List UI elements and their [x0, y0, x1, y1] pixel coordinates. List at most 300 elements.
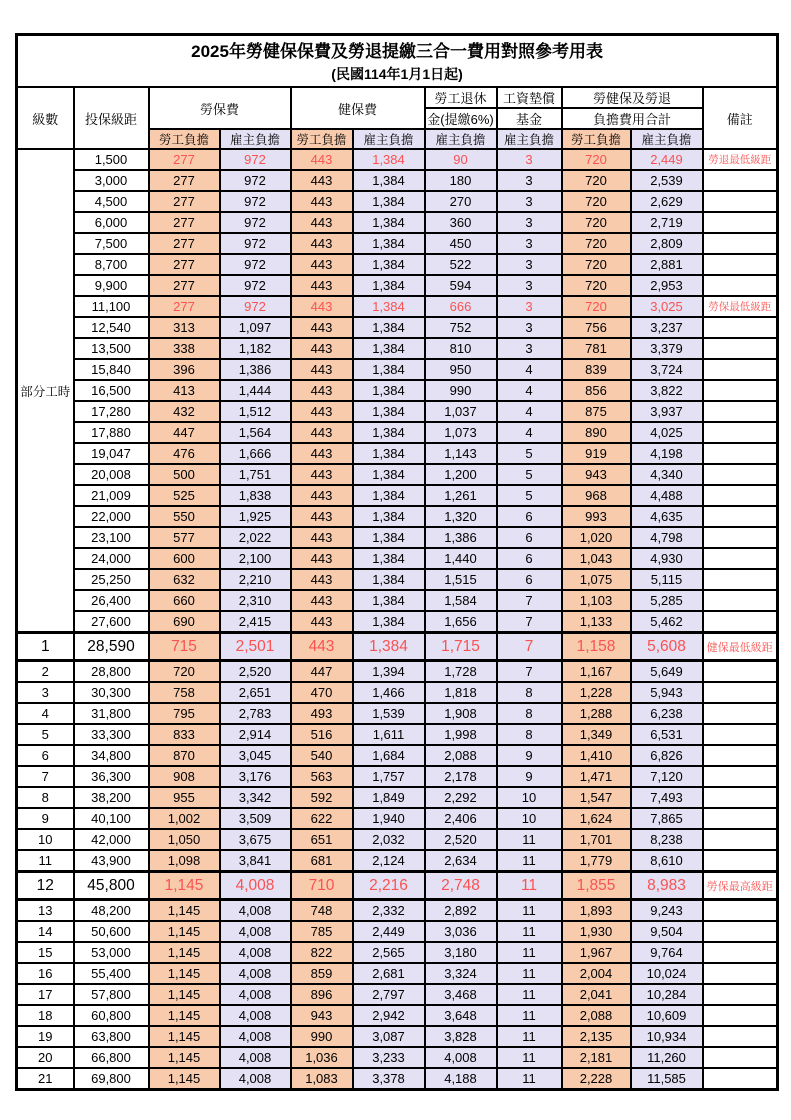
total-employee-cell: 890: [562, 422, 631, 443]
col-header-pension-line1: 勞工退休: [425, 87, 497, 108]
health-employer-cell: 1,684: [353, 745, 425, 766]
wagefund-employer-cell: 7: [497, 661, 562, 683]
title-row: [17, 35, 778, 88]
level-cell: 13: [17, 900, 74, 922]
wagefund-employer-cell: 11: [497, 984, 562, 1005]
subheader-total-employee: 勞工負擔: [562, 129, 631, 149]
health-employee-cell: 443: [291, 485, 353, 506]
total-employee-cell: 839: [562, 359, 631, 380]
total-employee-cell: 993: [562, 506, 631, 527]
level-cell: 4: [17, 703, 74, 724]
table-row: [17, 661, 778, 683]
remark-cell: 勞退最低級距: [703, 149, 778, 170]
health-employee-cell: 443: [291, 569, 353, 590]
total-employer-cell: 9,504: [631, 921, 703, 942]
health-employee-cell: 540: [291, 745, 353, 766]
labor-employee-cell: 600: [149, 548, 220, 569]
wagefund-employer-cell: 11: [497, 921, 562, 942]
bracket-cell: 33,300: [74, 724, 149, 745]
labor-employer-cell: 1,925: [220, 506, 291, 527]
bracket-cell: 34,800: [74, 745, 149, 766]
total-employee-cell: 1,288: [562, 703, 631, 724]
wagefund-employer-cell: 11: [497, 942, 562, 963]
health-employee-cell: 443: [291, 422, 353, 443]
table-row: [17, 170, 778, 191]
wagefund-employer-cell: 11: [497, 900, 562, 922]
health-employer-cell: 1,384: [353, 506, 425, 527]
total-employee-cell: 1,547: [562, 787, 631, 808]
remark-cell: [703, 724, 778, 745]
pension-employer-cell: 2,406: [425, 808, 497, 829]
col-header-total-line2: 負擔費用合計: [562, 108, 703, 129]
bracket-cell: 31,800: [74, 703, 149, 724]
total-employer-cell: 5,462: [631, 611, 703, 633]
total-employer-cell: 11,585: [631, 1068, 703, 1090]
bracket-cell: 17,880: [74, 422, 149, 443]
labor-employee-cell: 1,098: [149, 850, 220, 872]
labor-employee-cell: 690: [149, 611, 220, 633]
labor-employer-cell: 2,914: [220, 724, 291, 745]
total-employee-cell: 720: [562, 170, 631, 191]
remark-cell: [703, 212, 778, 233]
labor-employer-cell: 972: [220, 170, 291, 191]
total-employer-cell: 5,649: [631, 661, 703, 683]
total-employee-cell: 2,181: [562, 1047, 631, 1068]
level-cell: 11: [17, 850, 74, 872]
bracket-cell: 8,700: [74, 254, 149, 275]
pension-employer-cell: 90: [425, 149, 497, 170]
bracket-cell: 50,600: [74, 921, 149, 942]
labor-employee-cell: 500: [149, 464, 220, 485]
total-employee-cell: 1,020: [562, 527, 631, 548]
col-header-wagefund-line2: 基金: [497, 108, 562, 129]
labor-employer-cell: 4,008: [220, 1005, 291, 1026]
labor-employee-cell: 1,002: [149, 808, 220, 829]
remark-cell: [703, 661, 778, 683]
bracket-cell: 57,800: [74, 984, 149, 1005]
labor-employer-cell: 2,210: [220, 569, 291, 590]
total-employer-cell: 2,719: [631, 212, 703, 233]
table-row: [17, 338, 778, 359]
health-employer-cell: 1,384: [353, 401, 425, 422]
labor-employee-cell: 277: [149, 254, 220, 275]
labor-employee-cell: 720: [149, 661, 220, 683]
remark-cell: [703, 590, 778, 611]
labor-employer-cell: 1,564: [220, 422, 291, 443]
labor-employee-cell: 955: [149, 787, 220, 808]
col-header-pension-line2: 金(提繳6%): [425, 108, 497, 129]
table-row: [17, 633, 778, 661]
health-employer-cell: 3,087: [353, 1026, 425, 1047]
remark-cell: [703, 527, 778, 548]
labor-employer-cell: 1,386: [220, 359, 291, 380]
remark-cell: [703, 787, 778, 808]
remark-cell: [703, 422, 778, 443]
total-employee-cell: 1,075: [562, 569, 631, 590]
total-employer-cell: 5,285: [631, 590, 703, 611]
remark-cell: [703, 464, 778, 485]
total-employee-cell: 1,471: [562, 766, 631, 787]
labor-employer-cell: 1,097: [220, 317, 291, 338]
remark-cell: [703, 506, 778, 527]
labor-employee-cell: 795: [149, 703, 220, 724]
total-employer-cell: 3,822: [631, 380, 703, 401]
pension-employer-cell: 2,634: [425, 850, 497, 872]
wagefund-employer-cell: 7: [497, 611, 562, 633]
health-employee-cell: 1,083: [291, 1068, 353, 1090]
wagefund-employer-cell: 5: [497, 443, 562, 464]
table-row: [17, 317, 778, 338]
table-row: [17, 963, 778, 984]
labor-employee-cell: 1,145: [149, 1005, 220, 1026]
labor-employee-cell: 277: [149, 275, 220, 296]
labor-employee-cell: 277: [149, 149, 220, 170]
health-employee-cell: 748: [291, 900, 353, 922]
labor-employee-cell: 1,145: [149, 872, 220, 900]
level-cell: 15: [17, 942, 74, 963]
bracket-cell: 43,900: [74, 850, 149, 872]
table-row: [17, 590, 778, 611]
table-row: [17, 548, 778, 569]
total-employee-cell: 1,349: [562, 724, 631, 745]
health-employer-cell: 1,384: [353, 254, 425, 275]
health-employee-cell: 443: [291, 212, 353, 233]
subheader-labor-employee: 勞工負擔: [149, 129, 220, 149]
labor-employer-cell: 4,008: [220, 984, 291, 1005]
remark-cell: [703, 1047, 778, 1068]
health-employer-cell: 1,757: [353, 766, 425, 787]
total-employer-cell: 4,025: [631, 422, 703, 443]
remark-cell: [703, 963, 778, 984]
pension-employer-cell: 1,908: [425, 703, 497, 724]
remark-cell: [703, 921, 778, 942]
table-row: [17, 1026, 778, 1047]
table-row: [17, 921, 778, 942]
pension-employer-cell: 3,180: [425, 942, 497, 963]
level-cell: 1: [17, 633, 74, 661]
pension-employer-cell: 950: [425, 359, 497, 380]
wagefund-employer-cell: 5: [497, 464, 562, 485]
subheader-labor-employer: 雇主負擔: [220, 129, 291, 149]
total-employer-cell: 3,937: [631, 401, 703, 422]
labor-employer-cell: 2,022: [220, 527, 291, 548]
health-employer-cell: 1,384: [353, 338, 425, 359]
wagefund-employer-cell: 11: [497, 829, 562, 850]
labor-employer-cell: 2,501: [220, 633, 291, 661]
labor-employer-cell: 972: [220, 275, 291, 296]
labor-employer-cell: 4,008: [220, 942, 291, 963]
total-employee-cell: 1,893: [562, 900, 631, 922]
table-row: [17, 724, 778, 745]
labor-employer-cell: 1,838: [220, 485, 291, 506]
pension-employer-cell: 1,386: [425, 527, 497, 548]
total-employer-cell: 8,610: [631, 850, 703, 872]
labor-employer-cell: 1,751: [220, 464, 291, 485]
wagefund-employer-cell: 4: [497, 380, 562, 401]
bracket-cell: 1,500: [74, 149, 149, 170]
total-employee-cell: 781: [562, 338, 631, 359]
total-employer-cell: 2,881: [631, 254, 703, 275]
pension-employer-cell: 810: [425, 338, 497, 359]
wagefund-employer-cell: 11: [497, 850, 562, 872]
health-employee-cell: 443: [291, 611, 353, 633]
remark-cell: [703, 548, 778, 569]
remark-cell: [703, 703, 778, 724]
total-employer-cell: 7,865: [631, 808, 703, 829]
bracket-cell: 45,800: [74, 872, 149, 900]
wagefund-employer-cell: 9: [497, 745, 562, 766]
total-employee-cell: 968: [562, 485, 631, 506]
health-employer-cell: 1,384: [353, 380, 425, 401]
health-employee-cell: 443: [291, 633, 353, 661]
remark-cell: [703, 569, 778, 590]
table-row: [17, 149, 778, 170]
total-employee-cell: 919: [562, 443, 631, 464]
table-row: [17, 611, 778, 633]
bracket-cell: 66,800: [74, 1047, 149, 1068]
table-row: [17, 850, 778, 872]
bracket-cell: 3,000: [74, 170, 149, 191]
health-employer-cell: 1,384: [353, 275, 425, 296]
total-employer-cell: 8,983: [631, 872, 703, 900]
col-header-labor-insurance: 勞保費: [149, 87, 291, 129]
health-employer-cell: 1,384: [353, 633, 425, 661]
labor-employee-cell: 550: [149, 506, 220, 527]
health-employer-cell: 2,216: [353, 872, 425, 900]
total-employee-cell: 720: [562, 191, 631, 212]
wagefund-employer-cell: 3: [497, 170, 562, 191]
total-employee-cell: 1,967: [562, 942, 631, 963]
total-employer-cell: 6,238: [631, 703, 703, 724]
labor-employee-cell: 1,145: [149, 1026, 220, 1047]
remark-cell: [703, 485, 778, 506]
total-employee-cell: 875: [562, 401, 631, 422]
bracket-cell: 69,800: [74, 1068, 149, 1090]
health-employer-cell: 2,565: [353, 942, 425, 963]
pension-employer-cell: 1,584: [425, 590, 497, 611]
wagefund-employer-cell: 9: [497, 766, 562, 787]
labor-employer-cell: 2,100: [220, 548, 291, 569]
total-employee-cell: 2,228: [562, 1068, 631, 1090]
labor-employee-cell: 413: [149, 380, 220, 401]
labor-employer-cell: 3,045: [220, 745, 291, 766]
pension-employer-cell: 1,200: [425, 464, 497, 485]
health-employer-cell: 1,384: [353, 170, 425, 191]
total-employee-cell: 2,088: [562, 1005, 631, 1026]
total-employer-cell: 4,340: [631, 464, 703, 485]
bracket-cell: 22,000: [74, 506, 149, 527]
total-employer-cell: 3,237: [631, 317, 703, 338]
health-employer-cell: 1,384: [353, 569, 425, 590]
table-row: [17, 703, 778, 724]
health-employee-cell: 443: [291, 191, 353, 212]
level-cell: 10: [17, 829, 74, 850]
col-header-level: 級數: [17, 87, 74, 149]
bracket-cell: 53,000: [74, 942, 149, 963]
total-employee-cell: 756: [562, 317, 631, 338]
health-employer-cell: 2,449: [353, 921, 425, 942]
labor-employer-cell: 4,008: [220, 1026, 291, 1047]
pension-employer-cell: 360: [425, 212, 497, 233]
wagefund-employer-cell: 6: [497, 548, 562, 569]
table-row: [17, 900, 778, 922]
wagefund-employer-cell: 3: [497, 191, 562, 212]
health-employee-cell: 443: [291, 443, 353, 464]
table-row: [17, 464, 778, 485]
health-employer-cell: 2,032: [353, 829, 425, 850]
total-employer-cell: 6,531: [631, 724, 703, 745]
health-employee-cell: 443: [291, 380, 353, 401]
wagefund-employer-cell: 11: [497, 1047, 562, 1068]
labor-employee-cell: 715: [149, 633, 220, 661]
total-employer-cell: 6,826: [631, 745, 703, 766]
level-cell: 6: [17, 745, 74, 766]
remark-cell: [703, 233, 778, 254]
labor-employer-cell: 2,310: [220, 590, 291, 611]
bracket-cell: 25,250: [74, 569, 149, 590]
remark-cell: [703, 984, 778, 1005]
pension-employer-cell: 1,515: [425, 569, 497, 590]
pension-employer-cell: 2,748: [425, 872, 497, 900]
health-employer-cell: 3,378: [353, 1068, 425, 1090]
total-employee-cell: 2,004: [562, 963, 631, 984]
labor-employee-cell: 1,145: [149, 984, 220, 1005]
total-employee-cell: 1,133: [562, 611, 631, 633]
bracket-cell: 63,800: [74, 1026, 149, 1047]
wagefund-employer-cell: 3: [497, 338, 562, 359]
health-employer-cell: 1,384: [353, 443, 425, 464]
table-row: [17, 1068, 778, 1090]
table-row: [17, 1005, 778, 1026]
health-employer-cell: 1,384: [353, 527, 425, 548]
total-employer-cell: 2,629: [631, 191, 703, 212]
bracket-cell: 9,900: [74, 275, 149, 296]
labor-employee-cell: 1,145: [149, 963, 220, 984]
labor-employer-cell: 1,666: [220, 443, 291, 464]
bracket-cell: 19,047: [74, 443, 149, 464]
table-row: [17, 808, 778, 829]
table-row: [17, 766, 778, 787]
labor-employee-cell: 277: [149, 170, 220, 191]
table-row: [17, 485, 778, 506]
health-employee-cell: 493: [291, 703, 353, 724]
labor-employer-cell: 1,182: [220, 338, 291, 359]
remark-cell: [703, 942, 778, 963]
labor-employer-cell: 4,008: [220, 963, 291, 984]
labor-employee-cell: 338: [149, 338, 220, 359]
subheader-health-employer: 雇主負擔: [353, 129, 425, 149]
labor-employee-cell: 577: [149, 527, 220, 548]
pension-employer-cell: 180: [425, 170, 497, 191]
labor-employee-cell: 1,145: [149, 1068, 220, 1090]
level-cell: 3: [17, 682, 74, 703]
table-row: [17, 359, 778, 380]
bracket-cell: 7,500: [74, 233, 149, 254]
health-employee-cell: 443: [291, 548, 353, 569]
total-employer-cell: 2,809: [631, 233, 703, 254]
wagefund-employer-cell: 4: [497, 359, 562, 380]
wagefund-employer-cell: 10: [497, 787, 562, 808]
total-employer-cell: 4,635: [631, 506, 703, 527]
health-employer-cell: 1,384: [353, 359, 425, 380]
total-employer-cell: 9,243: [631, 900, 703, 922]
health-employer-cell: 2,797: [353, 984, 425, 1005]
bracket-cell: 24,000: [74, 548, 149, 569]
wagefund-employer-cell: 8: [497, 703, 562, 724]
bracket-cell: 28,800: [74, 661, 149, 683]
total-employee-cell: 1,158: [562, 633, 631, 661]
labor-employee-cell: 833: [149, 724, 220, 745]
bracket-cell: 13,500: [74, 338, 149, 359]
wagefund-employer-cell: 3: [497, 212, 562, 233]
wagefund-employer-cell: 5: [497, 485, 562, 506]
wagefund-employer-cell: 3: [497, 275, 562, 296]
pension-employer-cell: 1,998: [425, 724, 497, 745]
health-employer-cell: 1,384: [353, 149, 425, 170]
total-employer-cell: 8,238: [631, 829, 703, 850]
total-employee-cell: 943: [562, 464, 631, 485]
col-header-wagefund-line1: 工資墊償: [497, 87, 562, 108]
health-employer-cell: 1,384: [353, 611, 425, 633]
health-employee-cell: 443: [291, 338, 353, 359]
labor-employer-cell: 4,008: [220, 872, 291, 900]
pension-employer-cell: 2,292: [425, 787, 497, 808]
remark-cell: [703, 359, 778, 380]
health-employee-cell: 443: [291, 359, 353, 380]
health-employer-cell: 1,466: [353, 682, 425, 703]
wagefund-employer-cell: 3: [497, 317, 562, 338]
health-employer-cell: 1,384: [353, 590, 425, 611]
remark-cell: [703, 443, 778, 464]
total-employer-cell: 10,284: [631, 984, 703, 1005]
health-employee-cell: 443: [291, 401, 353, 422]
health-employer-cell: 1,384: [353, 233, 425, 254]
total-employer-cell: 10,934: [631, 1026, 703, 1047]
level-cell: 14: [17, 921, 74, 942]
wagefund-employer-cell: 10: [497, 808, 562, 829]
bracket-cell: 17,280: [74, 401, 149, 422]
health-employee-cell: 470: [291, 682, 353, 703]
total-employer-cell: 4,488: [631, 485, 703, 506]
health-employee-cell: 1,036: [291, 1047, 353, 1068]
bracket-cell: 30,300: [74, 682, 149, 703]
bracket-cell: 4,500: [74, 191, 149, 212]
table-row: [17, 787, 778, 808]
labor-employee-cell: 313: [149, 317, 220, 338]
wagefund-employer-cell: 3: [497, 296, 562, 317]
col-header-total-line1: 勞健保及勞退: [562, 87, 703, 108]
bracket-cell: 16,500: [74, 380, 149, 401]
pension-employer-cell: 1,818: [425, 682, 497, 703]
pension-employer-cell: 1,715: [425, 633, 497, 661]
level-cell: 20: [17, 1047, 74, 1068]
labor-employee-cell: 870: [149, 745, 220, 766]
pension-employer-cell: 270: [425, 191, 497, 212]
labor-employer-cell: 2,651: [220, 682, 291, 703]
total-employer-cell: 4,798: [631, 527, 703, 548]
group-label-cell: 部分工時: [17, 149, 74, 633]
table-row: [17, 745, 778, 766]
health-employer-cell: 1,384: [353, 296, 425, 317]
pension-employer-cell: 990: [425, 380, 497, 401]
health-employer-cell: 1,611: [353, 724, 425, 745]
level-cell: 2: [17, 661, 74, 683]
health-employer-cell: 1,539: [353, 703, 425, 724]
total-employee-cell: 720: [562, 212, 631, 233]
remark-cell: [703, 191, 778, 212]
total-employee-cell: 1,930: [562, 921, 631, 942]
pension-employer-cell: 1,261: [425, 485, 497, 506]
